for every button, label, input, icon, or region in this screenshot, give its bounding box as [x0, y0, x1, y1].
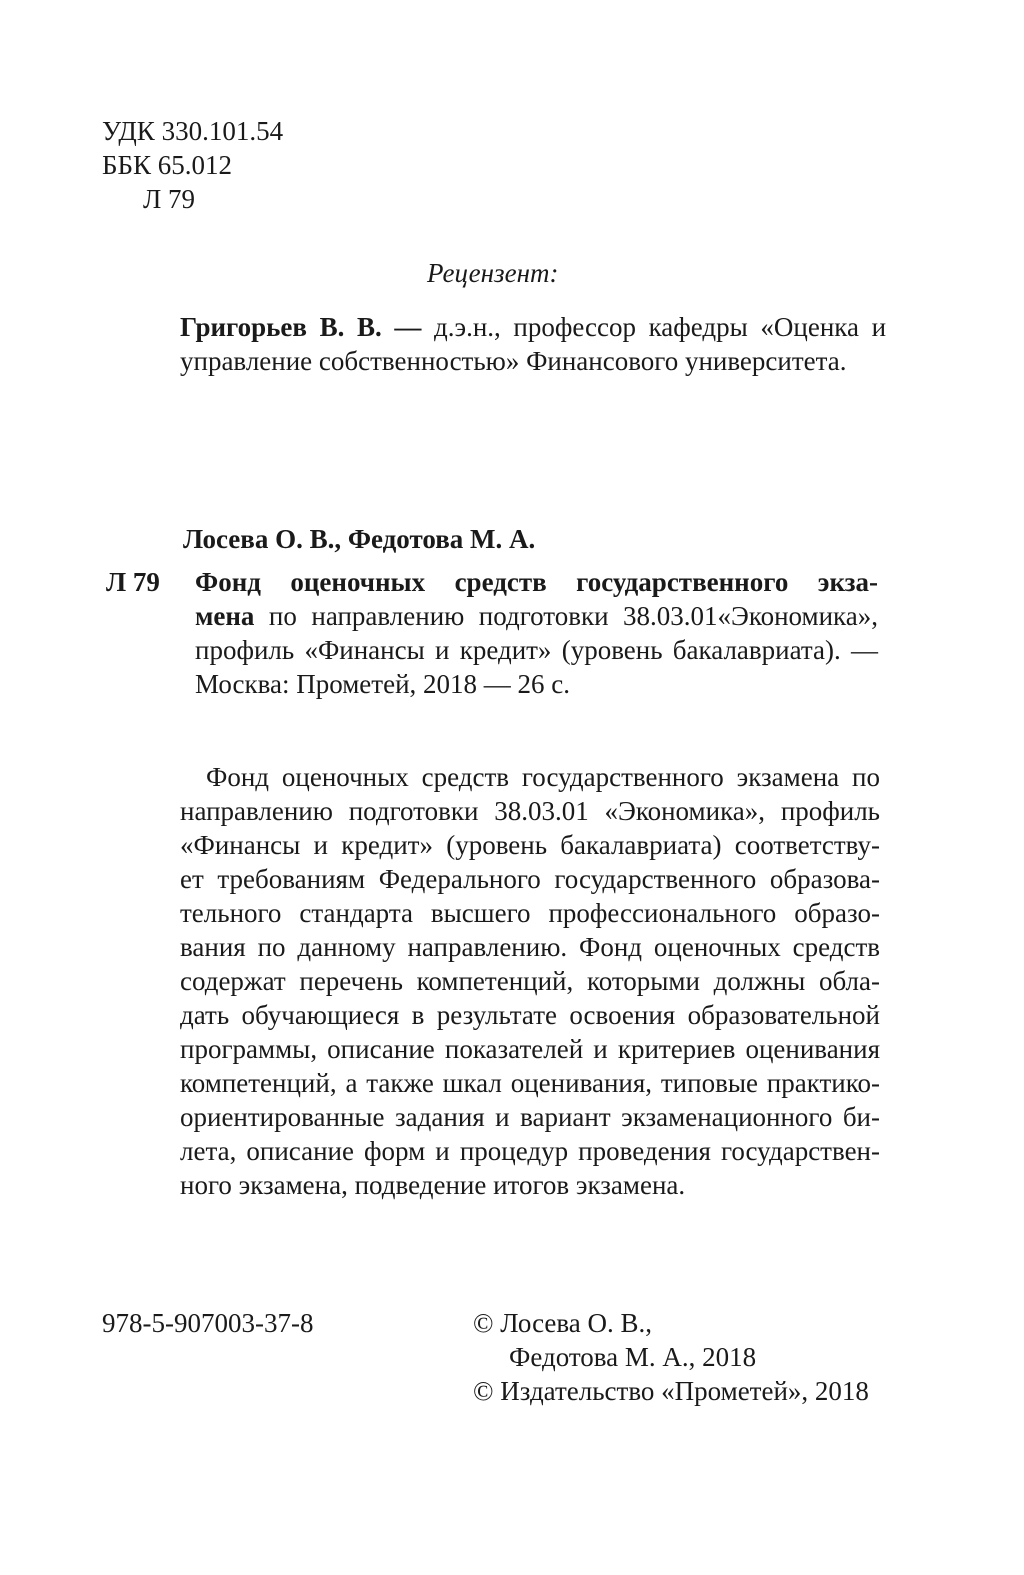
- copyright-authors-cont: Федотова М. А., 2018: [509, 1342, 757, 1372]
- bib-direction: по направлению подготовки 38.03.01«Экономика»,: [254, 601, 878, 631]
- abstract-line: ного экзамена, подведение итогов экзамена.: [180, 1170, 686, 1200]
- abstract-line: программы, описание показателей и критериев оценивания: [180, 1034, 880, 1064]
- abstract-line: «Финансы и кредит» (уровень бакалавриата) соответству-: [180, 830, 880, 860]
- abstract-line: вания по данному направлению. Фонд оценочных средств: [180, 932, 880, 962]
- udk-code: УДК 330.101.54: [102, 116, 284, 146]
- bibliographic-description: [195, 565, 878, 701]
- bib-title-line-1: Фонд оценочных средств государственного экза-: [195, 567, 878, 597]
- abstract-line: Фонд оценочных средств государственного экзамена по: [206, 762, 880, 792]
- abstract-line: содержат перечень компетенций, которыми должны обла-: [180, 966, 880, 996]
- bib-line-4: Москва: Прометей, 2018 — 26 с.: [195, 669, 571, 699]
- bib-line-3: профиль «Финансы и кредит» (уровень бакалавриата). —: [195, 635, 878, 665]
- bib-title-line-2: мена: [195, 601, 255, 631]
- abstract-line: компетенций, а также шкал оценивания, типовые практико-: [180, 1068, 880, 1098]
- abstract-line: ориентированные задания и вариант экзаменационного би-: [180, 1102, 880, 1132]
- abstract-line: направлению подготовки 38.03.01 «Экономика», профиль: [180, 796, 880, 826]
- abstract: [180, 760, 880, 1202]
- abstract-line: тельного стандарта высшего профессионального образо-: [180, 898, 880, 928]
- reviewer-name: Григорьев В. В. —: [180, 312, 422, 342]
- copyright-authors: © Лосева О. В.,: [473, 1308, 653, 1338]
- reviewer-info: [180, 310, 886, 378]
- reviewer-label: Рецензент:: [427, 258, 559, 288]
- reviewer-credentials: д.э.н., профессор кафедры «Оценка и: [434, 312, 887, 342]
- classification-codes: [102, 114, 283, 216]
- author-mark: Л 79: [143, 184, 196, 214]
- abstract-line: лета, описание форм и процедур проведения государствен-: [180, 1136, 880, 1166]
- copyright-publisher: © Издательство «Прометей», 2018: [473, 1376, 869, 1406]
- reviewer-line-2: управление собственностью» Финансового университета.: [180, 346, 847, 376]
- book-authors: Лосева О. В., Федотова М. А.: [183, 524, 536, 554]
- abstract-line: ет требованиям Федерального государственного образова-: [180, 864, 880, 894]
- bib-line-2: [195, 599, 878, 633]
- copyright-block: [473, 1306, 869, 1408]
- abstract-line: дать обучающиеся в результате освоения образовательной: [180, 1000, 880, 1030]
- isbn: 978-5-907003-37-8: [102, 1308, 314, 1338]
- side-author-mark: Л 79: [106, 567, 160, 597]
- bbk-code: ББК 65.012: [102, 150, 233, 180]
- reviewer-line-1: [180, 310, 886, 344]
